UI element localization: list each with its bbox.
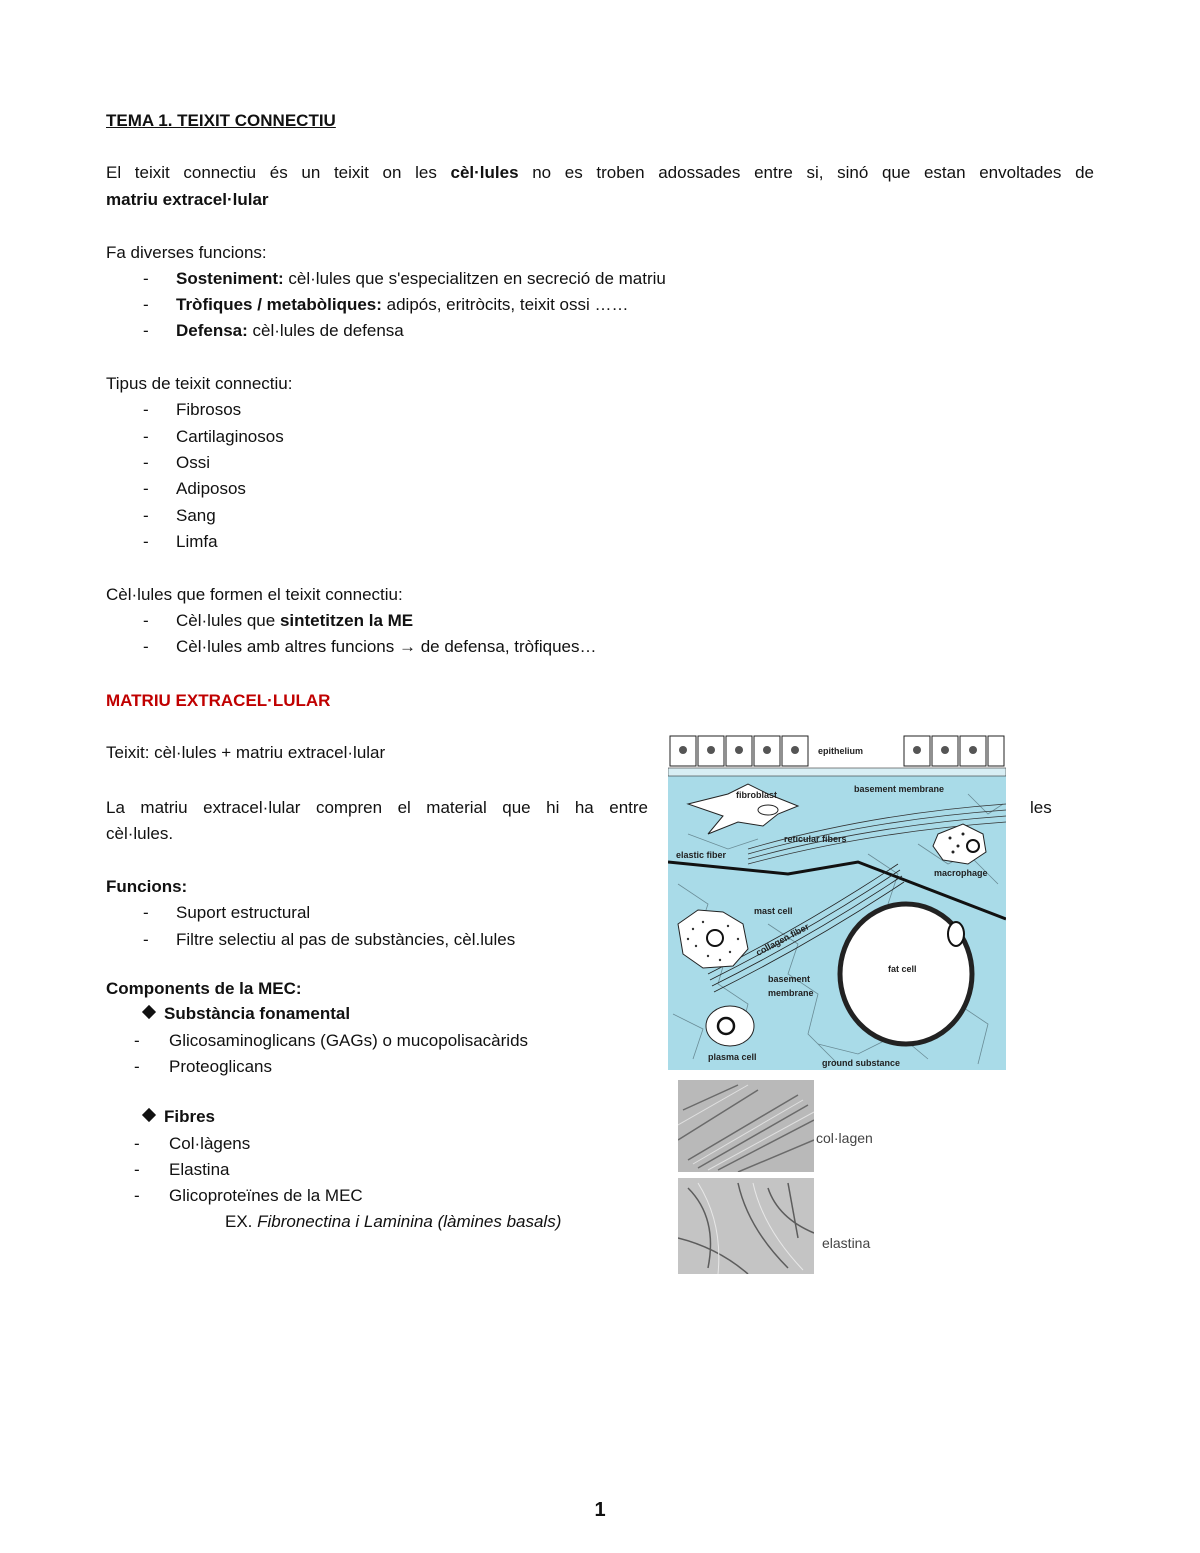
types-heading: Tipus de teixit connectiu: bbox=[106, 374, 293, 393]
dash-bullet: - bbox=[134, 1186, 140, 1205]
dash-bullet: - bbox=[143, 269, 149, 288]
matriu-line-2: cèl·lules. bbox=[106, 824, 174, 843]
dash-bullet: - bbox=[143, 532, 149, 551]
example-line: EX. Fibronectina i Laminina (làmines basals) bbox=[225, 1212, 562, 1231]
dash-bullet: - bbox=[143, 506, 149, 525]
section-heading-mec: MATRIU EXTRACEL·LULAR bbox=[106, 691, 331, 710]
dash-bullet: - bbox=[143, 611, 149, 630]
elastin-label: elastina bbox=[822, 1235, 871, 1251]
fibroblast-nucleus bbox=[758, 805, 778, 815]
dash-bullet: - bbox=[143, 427, 149, 446]
plasma-cell-nucleus bbox=[718, 1018, 734, 1034]
type-item: Adiposos bbox=[176, 479, 246, 498]
fibres-item: Glicoproteïnes de la MEC bbox=[169, 1186, 363, 1205]
collagen-micrograph bbox=[678, 1080, 814, 1172]
collagen-label: col·lagen bbox=[816, 1130, 873, 1146]
page-title: TEMA 1. TEIXIT CONNECTIU bbox=[106, 111, 336, 130]
type-item: Cartilaginosos bbox=[176, 427, 284, 446]
dash-bullet: - bbox=[143, 321, 149, 340]
macrophage-nucleus bbox=[967, 840, 979, 852]
label-basement: basement bbox=[768, 974, 811, 984]
dash-bullet: - bbox=[143, 453, 149, 472]
intro-line-2: matriu extracel·lular bbox=[106, 190, 269, 209]
fibres-item: Col·làgens bbox=[169, 1134, 251, 1153]
dash-bullet: - bbox=[134, 1031, 140, 1050]
dash-bullet: - bbox=[143, 903, 149, 922]
diamond-bullet-icon bbox=[142, 1108, 156, 1122]
substancia-item: Proteoglicans bbox=[169, 1057, 273, 1076]
label-membrane: membrane bbox=[768, 988, 814, 998]
funcions-item: Suport estructural bbox=[176, 903, 311, 922]
label-reticular-fibers: reticular fibers bbox=[784, 834, 847, 844]
dash-bullet: - bbox=[143, 295, 149, 314]
dash-bullet: - bbox=[134, 1134, 140, 1153]
label-epithelium: epithelium bbox=[818, 746, 864, 756]
arrow-icon: → bbox=[398, 637, 416, 656]
functions-heading: Fa diverses funcions: bbox=[106, 243, 267, 262]
fibres-heading: Fibres bbox=[144, 1104, 215, 1130]
dash-bullet: - bbox=[143, 637, 149, 656]
type-item: Fibrosos bbox=[176, 400, 242, 419]
basement-membrane-band bbox=[668, 768, 1006, 776]
label-macrophage: macrophage bbox=[934, 868, 988, 878]
dash-bullet: - bbox=[143, 400, 149, 419]
connective-tissue-diagram bbox=[668, 734, 1006, 1070]
matriu-line-left: La matriu extracel·lular compren el material que hi ha entre bbox=[106, 798, 648, 817]
label-mast-cell: mast cell bbox=[754, 906, 793, 916]
cells-item: Cèl·lules amb altres funcions → de defensa, tròfiques… bbox=[176, 637, 597, 656]
mast-cell-nucleus bbox=[707, 930, 723, 946]
label-collagen-fiber: collagen fiber bbox=[754, 921, 811, 958]
dash-bullet: - bbox=[134, 1057, 140, 1076]
components-heading: Components de la MEC: bbox=[106, 979, 302, 998]
substancia-item: Glicosaminoglicans (GAGs) o mucopolisacàrids bbox=[169, 1031, 529, 1050]
diamond-bullet-icon bbox=[142, 1005, 156, 1019]
fibres-item: Elastina bbox=[169, 1160, 230, 1179]
function-item: Tròfiques / metabòliques: adipós, eritròcits, teixit ossi …… bbox=[176, 295, 629, 314]
cells-item: Cèl·lules que sintetitzen la ME bbox=[176, 611, 414, 630]
label-basement-membrane: basement membrane bbox=[854, 784, 945, 794]
type-item: Ossi bbox=[176, 453, 210, 472]
funcions-item: Filtre selectiu al pas de substàncies, cèl.lules bbox=[176, 930, 516, 949]
label-fibroblast: fibroblast bbox=[736, 790, 778, 800]
intro-line-1 bbox=[106, 160, 1094, 186]
intro-text-post: no es troben adossades entre si, sinó que estan envoltades de bbox=[518, 163, 1094, 182]
intro-text-bold: cèl·lules bbox=[450, 163, 519, 182]
teixit-line: Teixit: cèl·lules + matriu extracel·lular bbox=[106, 743, 386, 762]
elastin-micrograph bbox=[678, 1178, 814, 1274]
dash-bullet: - bbox=[134, 1160, 140, 1179]
matriu-line-right: les bbox=[1030, 798, 1052, 817]
fat-cell-nucleus bbox=[948, 922, 964, 946]
funcions-heading: Funcions: bbox=[106, 877, 188, 896]
function-item: Sosteniment: cèl·lules que s'especialitzen en secreció de matriu bbox=[176, 269, 666, 288]
page-number: 1 bbox=[594, 1499, 606, 1521]
label-fat-cell: fat cell bbox=[888, 964, 917, 974]
type-item: Sang bbox=[176, 506, 216, 525]
label-plasma-cell: plasma cell bbox=[708, 1052, 757, 1062]
type-item: Limfa bbox=[176, 532, 218, 551]
dash-bullet: - bbox=[143, 479, 149, 498]
dash-bullet: - bbox=[143, 930, 149, 949]
intro-text-pre: El teixit connectiu és un teixit on les bbox=[106, 163, 451, 182]
label-elastic-fiber: elastic fiber bbox=[676, 850, 727, 860]
cells-heading: Cèl·lules que formen el teixit connectiu: bbox=[106, 585, 403, 604]
function-item: Defensa: cèl·lules de defensa bbox=[176, 321, 404, 340]
substancia-heading: Substància fonamental bbox=[144, 1001, 350, 1027]
label-ground-substance: ground substance bbox=[822, 1058, 901, 1068]
